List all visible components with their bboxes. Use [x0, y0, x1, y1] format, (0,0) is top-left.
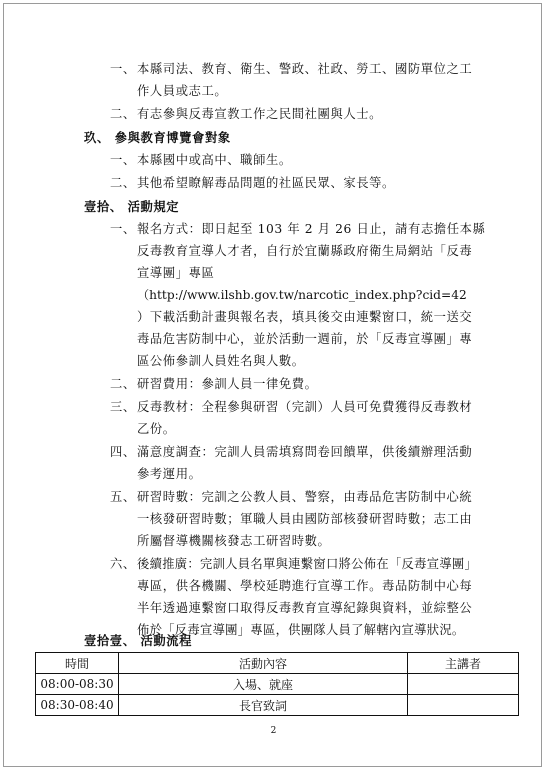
item-text: 其他希望瞭解毒品問題的社區民眾、家長等。 — [137, 176, 395, 190]
content-cell: 入場、就座 — [119, 674, 408, 695]
speaker-cell — [408, 695, 519, 716]
content-cell: 長官致詞 — [119, 695, 408, 716]
item-text: 作人員或志工。 — [137, 84, 228, 98]
item-text: 乙份。 — [137, 422, 176, 436]
item-text: 反毒教育宣導人才者，自行於宜蘭縣政府衛生局網站「反毒 — [137, 244, 473, 258]
item-number: 二、 — [110, 377, 136, 391]
item-text: 專區，供各機關、學校延聘進行宣導工作。毒品防制中心每 — [137, 579, 473, 593]
item-number: 一、 — [110, 153, 136, 167]
time-cell: 08:00-08:30 — [36, 674, 119, 695]
item-number: 五、 — [110, 490, 136, 504]
item-text: 本縣國中或高中、職師生。 — [137, 153, 292, 167]
item-text: 反毒教材：全程參與研習（完訓）人員可免費獲得反毒教材 — [137, 400, 473, 414]
item-text: 本縣司法、教育、衛生、警政、社政、勞工、國防單位之工 — [137, 62, 473, 76]
item-number: 二、 — [110, 107, 136, 121]
section-heading: 玖、 參與教育博覽會對象 — [84, 130, 231, 145]
item-text: 滿意度調查：完訓人員需填寫問卷回饋單，供後續辦理活動 — [137, 445, 473, 459]
table-row — [36, 695, 519, 716]
item-text: 所屬督導機關核發志工研習時數。 — [137, 534, 331, 548]
item-text: 研習費用：參訓人員一律免費。 — [137, 377, 318, 391]
website-url: （http://www.ilshb.gov.tw/narcotic_index.php?cid=42 — [137, 288, 467, 302]
time-cell: 08:30-08:40 — [36, 695, 119, 716]
item-number: 六、 — [110, 557, 136, 571]
speaker-cell — [408, 674, 519, 695]
item-text: 區公佈參訓人員姓名與人數。 — [137, 354, 305, 368]
item-text: 後續推廣：完訓人員名單與連繫窗口將公佈在「反毒宣導團」 — [137, 557, 478, 571]
column-header-time: 時間 — [36, 653, 119, 674]
item-text: 佈於「反毒宣導團」專區，供團隊人員了解轄內宣導狀況。 — [137, 623, 465, 637]
schedule-table — [35, 652, 519, 716]
item-text: 毒品危害防制中心，並於活動一週前，於「反毒宣導團」專 — [137, 332, 473, 346]
item-text: 報名方式：即日起至 103 年 2 月 26 日止，請有志擔任本縣 — [137, 222, 486, 236]
item-number: 一、 — [110, 222, 136, 236]
section-heading: 壹拾、 活動規定 — [84, 199, 180, 214]
item-number: 四、 — [110, 445, 136, 459]
section-heading: 壹拾壹、 活動流程 — [84, 633, 193, 648]
item-text: 研習時數：完訓之公教人員、警察，由毒品危害防制中心統 — [137, 490, 473, 504]
column-header-speaker: 主講者 — [408, 653, 519, 674]
item-text: 有志參與反毒宣教工作之民間社團與人士。 — [137, 107, 383, 121]
page-number: 2 — [270, 726, 277, 736]
table-header-row — [36, 653, 519, 674]
item-text: 宣導團」專區 — [137, 266, 215, 280]
item-number: 二、 — [110, 176, 136, 190]
item-number: 三、 — [110, 400, 136, 414]
item-text: 一核發研習時數；軍職人員由國防部核發研習時數；志工由 — [137, 512, 473, 526]
item-text: ）下載活動計畫與報名表，填具後交由連繫窗口，統一送交 — [137, 310, 473, 324]
item-text: 參考運用。 — [137, 467, 202, 481]
table-row — [36, 674, 519, 695]
item-text: 半年透過連繫窗口取得反毒教育宣導紀錄與資料，並綜整公 — [137, 601, 473, 615]
document-page — [3, 3, 542, 767]
item-number: 一、 — [110, 62, 136, 76]
column-header-content: 活動內容 — [119, 653, 408, 674]
